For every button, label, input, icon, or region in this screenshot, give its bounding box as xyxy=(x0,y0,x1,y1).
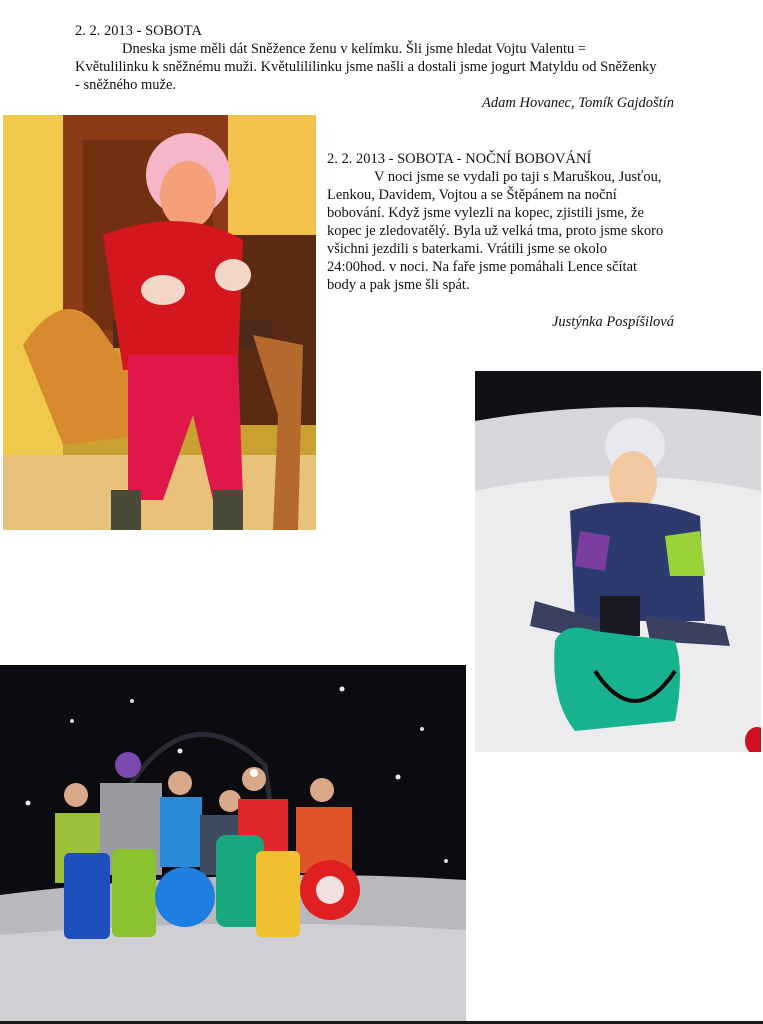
article1-body: Dneska jsme měli dát Sněžence ženu v kelímku. Šli jsme hledat Vojtu Valentu = Květulilinku k sněžnému muži. Květulililinku jsme našli a dostali jsme jogurt Matyldu od Sněženky - sněžného muže. xyxy=(75,41,657,93)
article1-heading: 2. 2. 2013 - SOBOTA xyxy=(75,23,202,39)
article2-heading: 2. 2. 2013 - SOBOTA - NOČNÍ BOBOVÁNÍ xyxy=(327,151,592,167)
photo-child-on-sled xyxy=(475,371,761,752)
article1-signature: Adam Hovanec, Tomík Gajdoštín xyxy=(482,95,674,111)
article2-body: V noci jsme se vydali po taji s Maruškou, Jusťou, Lenkou, Davidem, Vojtou a se Štěpánem na noční bobování. Když jsme vylezli na kopec, zjistili jsme, že kopec je zledovatělý. Byla už velká tma, proto jsme skoro všichni jezdili s baterkami. Vrátili jsme se okolo 24:00hod. v noci. Na faře jsme pomáhali Lence sčítat body a pak jsme šli spát. xyxy=(327,169,664,293)
article2-signature: Justýnka Pospíšilová xyxy=(551,314,674,330)
photo-girl-red-outfit xyxy=(3,115,316,530)
photo-group-with-sleds xyxy=(0,665,466,1021)
